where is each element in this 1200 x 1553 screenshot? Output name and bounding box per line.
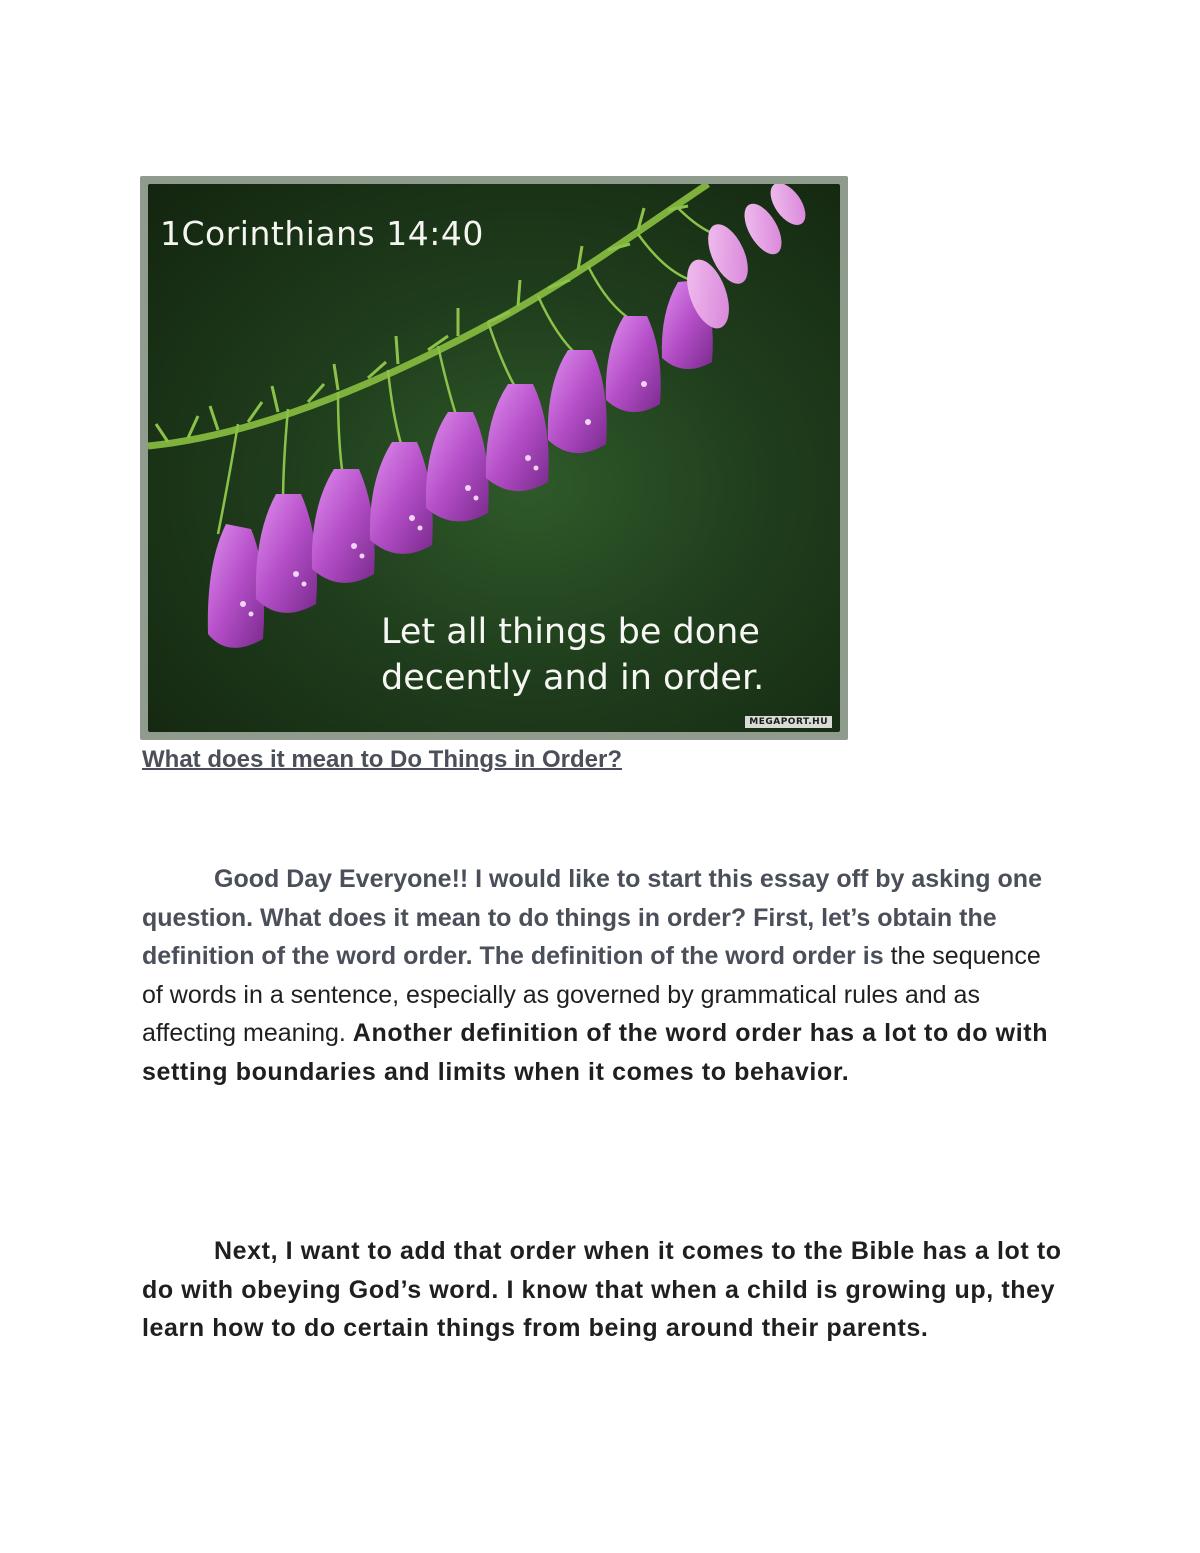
verse-image-canvas — [148, 184, 840, 732]
watermark: MEGAPORT.HU — [745, 716, 832, 728]
verse-line-2: decently and in order. — [381, 658, 765, 698]
paragraph-1-bold-ending: Another definition of the word order has a lot to do with setting boundaries and limits when it comes to behavior. — [142, 1019, 1049, 1086]
verse-line-1: Let all things be done — [381, 612, 760, 652]
paragraph-1-definition: the sequence of words in a sentence, especially as governed by grammatical rules and as affecting meaning. — [142, 942, 1041, 1047]
verse-text — [381, 609, 764, 701]
verse-reference: 1Corinthians 14:40 — [160, 214, 484, 253]
paragraph-1 — [142, 860, 1062, 1091]
paragraph-2-text: Next, I want to add that order when it comes to the Bible has a lot to do with obeying God’s word. I know that when a child is growing up, they learn how to do certain things from being around their parents. — [142, 1237, 1062, 1342]
essay-heading: What does it mean to Do Things in Order? — [142, 746, 623, 773]
verse-image — [140, 176, 848, 740]
paragraph-2 — [142, 1232, 1062, 1348]
paragraph-1-bold-intro: Good Day Everyone!! I would like to start this essay off by asking one question. What does it mean to do things in order? First, let’s obtain the definition of the word order. The definition of the word order is — [142, 865, 1042, 970]
